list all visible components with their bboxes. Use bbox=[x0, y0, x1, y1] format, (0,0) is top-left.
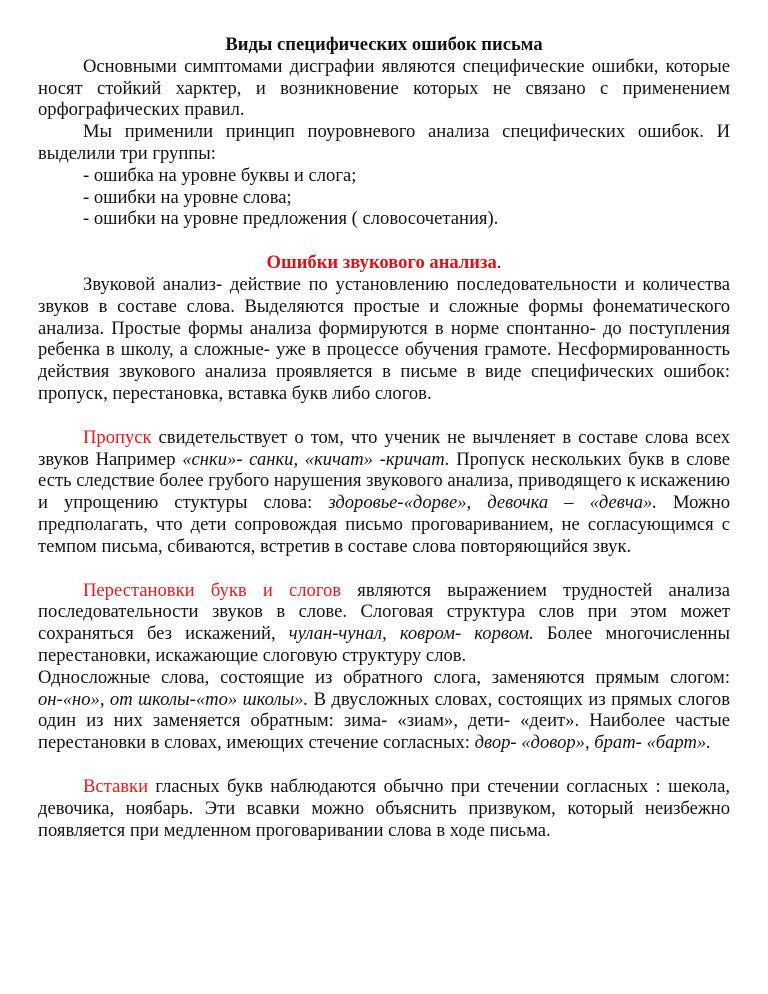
insertion-paragraph bbox=[38, 776, 730, 841]
insertion-text: гласных букв наблюдаются обычно при стечении согласных : шекола, девочика, ноябарь. Эти всавки можно объяснить призвуком, который неизбежно появляется при медленном проговаривании слова в ходе письма. bbox=[38, 775, 730, 841]
permutation-paragraph-2 bbox=[38, 667, 730, 754]
insertion-term: Вставки bbox=[83, 775, 149, 797]
sound-analysis-paragraph: Звуковой анализ- действие по установлению последовательности и количества звуков в составе слова. Выделяются простые и сложные формы фонематического анализа. Простые формы анализа формируются в норме спонтанно- до поступления ребенка в школу, а сложные- уже в процессе обучения грамоте. Несформированность действия звукового анализа проявляется в письме в виде специфических ошибок: пропуск, перестановка, вставка букв либо слогов. bbox=[38, 273, 730, 404]
permutation-p2-example-1: он-«но», от школы-«то» школы». bbox=[38, 688, 309, 710]
group-item-2: - ошибки на уровне слова; bbox=[83, 186, 292, 208]
sound-analysis-heading bbox=[38, 252, 730, 274]
omission-term: Пропуск bbox=[83, 426, 152, 448]
permutation-p2-text-1: Односложные слова, состоящие из обратного слога, заменяются прямым слогом: bbox=[38, 666, 730, 688]
permutation-p2-text-2: В двусложных словах, состоящих из прямых слогов один из них заменяется обратным: зима- «зиам», дети- «деит». Наиболее частые перестановки в словах, имеющих стечение согласных: bbox=[38, 688, 730, 754]
permutation-p2-example-2: двор- «довор», брат- «барт». bbox=[474, 732, 711, 754]
omission-paragraph bbox=[38, 427, 730, 558]
omission-text-1: свидетельствует о том, что ученик не вычленяет в составе слова всех звуков Например bbox=[38, 426, 730, 470]
spacer bbox=[38, 754, 730, 776]
permutation-example-1: чулан-чунал, ковром- корвом. bbox=[288, 623, 534, 645]
document-title: Виды специфических ошибок письма bbox=[225, 34, 543, 55]
intro-paragraph-1: Основными симптомами дисграфии являются специфические ошибки, которые носят стойкий харктер, и возникновение которых не связано с применением орфографических правил. bbox=[38, 55, 730, 121]
sound-analysis-heading-text: Ошибки звукового анализа bbox=[266, 252, 497, 274]
sound-analysis-heading-dot: . bbox=[496, 252, 502, 274]
permutation-term: Перестановки букв и слогов bbox=[83, 579, 342, 601]
permutation-text-1: являются выражением трудностей анализа последовательности звуков в слове. Слоговая структура слов при этом может сохраняться без искажений, bbox=[38, 579, 731, 645]
intro-paragraph-2: Мы применили принцип поуровневого анализа специфических ошибок. И выделили три группы: bbox=[38, 121, 730, 164]
group-item-3: - ошибки на уровне предложения ( словосочетания). bbox=[83, 208, 499, 230]
omission-example-1: «снки»- санки, «кичат» -кричат. bbox=[182, 448, 450, 470]
omission-text-2: Пропуск нескольких букв в слове есть следствие более грубого нарушения звукового анализа, приводящего к искажению и упрощению стуктуры слова: bbox=[38, 448, 730, 514]
spacer bbox=[38, 558, 730, 580]
omission-example-2: здоровье-«дорве», девочка – «девча». bbox=[328, 492, 657, 514]
permutation-paragraph bbox=[38, 580, 730, 667]
group-item-1: - ошибка на уровне буквы и слога; bbox=[83, 164, 357, 186]
spacer bbox=[38, 405, 730, 427]
spacer bbox=[38, 230, 730, 252]
permutation-text-2: Более многочисленны перестановки, искажающие слоговую структуру слов. bbox=[38, 623, 730, 666]
omission-text-3: Можно предполагать, что дети сопровождая письмо проговариванием, не согласующимся с темпом письма, сбиваются, встретив в составе слова повторяющийся звук. bbox=[38, 492, 731, 557]
document-page bbox=[38, 34, 730, 841]
